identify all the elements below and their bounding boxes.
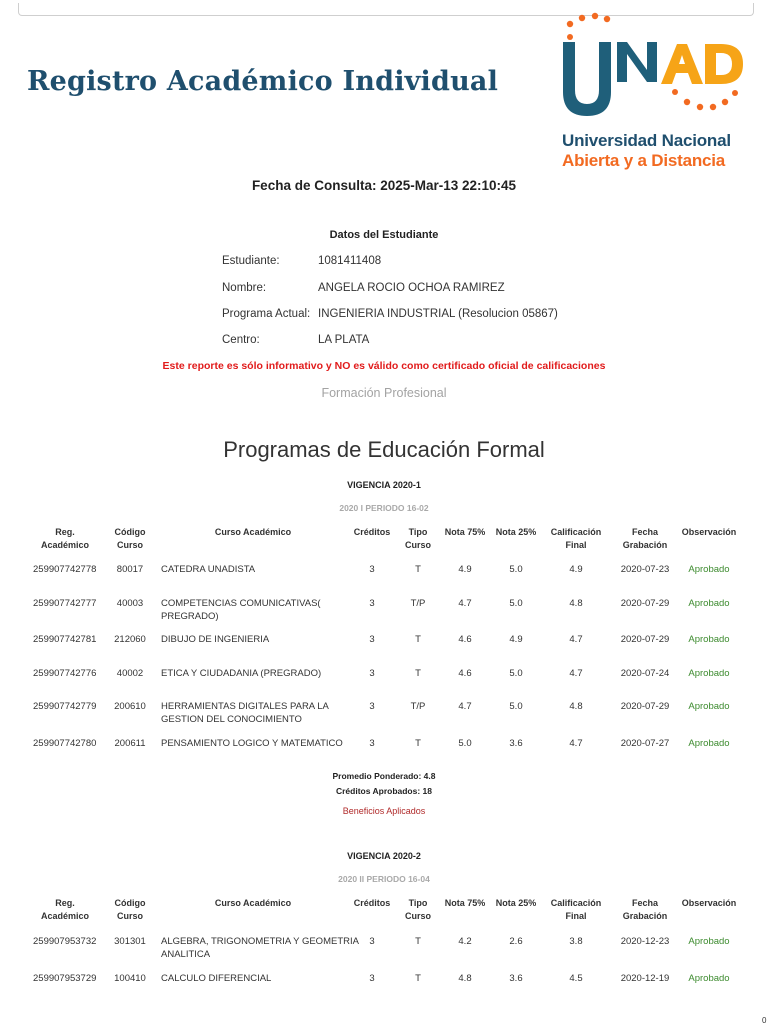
curso-cell: CALCULO DIFERENCIAL [161,973,272,984]
final-cell: 4.8 [569,598,583,609]
observacion-cell: Aprobado [688,936,730,947]
reg-cell: 259907742778 [33,564,97,575]
student-section-heading: Datos del Estudiante [329,229,439,241]
observacion-cell: Aprobado [688,564,730,575]
nota25-cell: 3.6 [509,973,523,984]
reg-cell: 259907742776 [33,668,97,679]
reg-cell: 259907953729 [33,973,97,984]
logo-letter-u [563,42,611,116]
curso-cell: HERRAMIENTAS DIGITALES PARA LA GESTION DEL CONOCIMIENTO [161,701,329,725]
logo-letter-n [617,42,657,82]
final-cell: 4.7 [569,634,583,645]
logo-text-line1: Universidad Nacional [562,131,731,150]
page-title: Registro Académico Individual [27,66,499,97]
beneficios-aplicados-link[interactable]: Beneficios Aplicados [342,806,426,816]
curso-cell: DIBUJO DE INGENIERIA [161,634,270,645]
nota25-cell: 4.9 [509,634,523,645]
observacion-cell: Aprobado [688,668,730,679]
final-cell: 4.8 [569,701,583,712]
nota75-cell: 4.9 [458,564,472,575]
observacion-cell: Aprobado [688,634,730,645]
col-header-creditos: Créditos [353,898,391,908]
periodo-label: 2020 I PERIODO 16-02 [339,503,429,513]
logo-letter-d [705,44,743,84]
fecha-cell: 2020-12-19 [620,973,670,984]
logo-text-line2: Abierta y a Distancia [562,151,726,170]
col-header-nota75: Nota 75% [444,527,486,537]
student-name-label: Nombre: [222,282,267,294]
codigo-cell: 212060 [114,634,146,645]
col-header-calificacion: Calificación Final [550,898,602,921]
codigo-cell: 40002 [116,668,144,679]
col-header-nota25: Nota 25% [495,898,537,908]
reg-cell: 259907742777 [33,598,97,609]
observacion-cell: Aprobado [688,701,730,712]
col-header-calificacion: Calificación Final [550,527,602,550]
reg-cell: 259907742780 [33,738,97,749]
page-number: 0 [762,1016,767,1025]
reg-cell: 259907742781 [33,634,97,645]
tipo-cell: T [415,668,421,679]
reg-cell: 259907953732 [33,936,97,947]
nota25-cell: 5.0 [509,598,523,609]
codigo-cell: 100410 [114,973,146,984]
tipo-cell: T [415,973,421,984]
disclaimer-warning: Este reporte es sólo informativo y NO es válido como certificado oficial de calificaciones [162,360,606,372]
observacion-cell: Aprobado [688,973,730,984]
final-cell: 3.8 [569,936,583,947]
col-header-nota25: Nota 25% [495,527,537,537]
creditos-aprobados: Créditos Aprobados: 18 [335,786,433,796]
codigo-cell: 200610 [114,701,146,712]
program-value: INGENIERIA INDUSTRIAL (Resolucion 05867) [318,308,558,320]
nota75-cell: 4.6 [458,668,472,679]
final-cell: 4.5 [569,973,583,984]
observacion-cell: Aprobado [688,738,730,749]
tipo-cell: T [415,564,421,575]
nota75-cell: 4.2 [458,936,472,947]
creditos-cell: 3 [369,936,375,947]
nota25-cell: 5.0 [509,701,523,712]
creditos-cell: 3 [369,564,375,575]
curso-cell: COMPETENCIAS COMUNICATIVAS( PREGRADO) [161,598,321,622]
fecha-cell: 2020-07-29 [620,598,670,609]
fecha-consulta: Fecha de Consulta: 2025-Mar-13 22:10:45 [251,178,517,193]
final-cell: 4.9 [569,564,583,575]
curso-cell: ALGEBRA, TRIGONOMETRIA Y GEOMETRIA ANALITICA [161,936,359,960]
col-header-creditos: Créditos [353,527,391,537]
final-cell: 4.7 [569,738,583,749]
creditos-cell: 3 [369,973,375,984]
curso-cell: PENSAMIENTO LOGICO Y MATEMATICO [161,738,343,749]
codigo-cell: 200611 [114,738,146,749]
col-header-codigo: Código Curso [114,898,146,921]
final-cell: 4.7 [569,668,583,679]
observacion-cell: Aprobado [688,598,730,609]
curso-cell: ETICA Y CIUDADANIA (PREGRADO) [161,668,322,679]
col-header-fecha: Fecha Grabación [622,898,668,921]
logo-letter-a [661,44,703,84]
program-label: Programa Actual: [222,308,311,320]
tipo-cell: T [415,634,421,645]
fecha-cell: 2020-07-24 [620,668,670,679]
codigo-cell: 40003 [116,598,144,609]
fecha-cell: 2020-07-27 [620,738,670,749]
center-value: LA PLATA [318,334,370,346]
curso-cell: CATEDRA UNADISTA [161,564,256,575]
student-name-value: ANGELA ROCIO OCHOA RAMIREZ [318,282,505,294]
col-header-tipo: Tipo Curso [404,898,431,921]
fecha-cell: 2020-07-23 [620,564,670,575]
nota25-cell: 5.0 [509,668,523,679]
nota25-cell: 2.6 [509,936,523,947]
fecha-cell: 2020-07-29 [620,701,670,712]
col-header-tipo: Tipo Curso [404,527,431,550]
col-header-curso: Curso Académico [214,898,292,908]
tipo-cell: T/P [410,598,426,609]
nota75-cell: 4.7 [458,598,472,609]
promedio-ponderado: Promedio Ponderado: 4.8 [332,771,436,781]
tipo-cell: T/P [410,701,426,712]
creditos-cell: 3 [369,738,375,749]
col-header-curso: Curso Académico [214,527,292,537]
tipo-cell: T [415,738,421,749]
vigencia-title: VIGENCIA 2020-2 [347,851,421,861]
student-id-label: Estudiante: [222,255,280,267]
creditos-cell: 3 [369,634,375,645]
unad-logo [555,12,755,170]
reg-cell: 259907742779 [33,701,97,712]
student-id-value: 1081411408 [318,255,382,267]
fecha-cell: 2020-12-23 [620,936,670,947]
col-header-observacion: Observación [681,527,737,537]
nota75-cell: 4.6 [458,634,472,645]
nota75-cell: 4.7 [458,701,472,712]
nota25-cell: 3.6 [509,738,523,749]
formacion-label: Formación Profesional [321,386,447,400]
col-header-nota75: Nota 75% [444,898,486,908]
col-header-codigo: Código Curso [114,527,146,550]
tipo-cell: T [415,936,421,947]
col-header-observacion: Observación [681,898,737,908]
col-header-reg: Reg. Académico [40,527,90,550]
col-header-fecha: Fecha Grabación [622,527,668,550]
fecha-cell: 2020-07-29 [620,634,670,645]
nota75-cell: 4.8 [458,973,472,984]
nota25-cell: 5.0 [509,564,523,575]
unad-logo-mark [555,12,755,124]
creditos-cell: 3 [369,701,375,712]
creditos-cell: 3 [369,598,375,609]
programs-heading: Programas de Educación Formal [223,437,545,462]
codigo-cell: 301301 [114,936,146,947]
vigencia-title: VIGENCIA 2020-1 [347,480,421,490]
nota75-cell: 5.0 [458,738,472,749]
creditos-cell: 3 [369,668,375,679]
periodo-label: 2020 II PERIODO 16-04 [338,874,430,884]
center-label: Centro: [222,334,260,346]
col-header-reg: Reg. Académico [40,898,90,921]
codigo-cell: 80017 [116,564,144,575]
